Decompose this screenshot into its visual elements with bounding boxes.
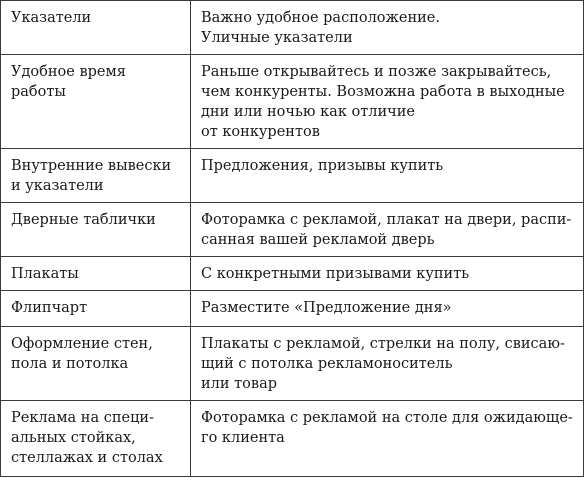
cell-text: Плакаты с рекламой, стрелки на полу, свисаю- [201,336,565,352]
row-label-cell [1,291,191,327]
row-description-cell [191,257,584,291]
cell-text: Флипчарт [11,300,88,316]
cell-text: Важно удобное расположение. [201,10,440,26]
cell-text: Дверные таблички [11,212,156,228]
cell-text: Фоторамка с рекламой на столе для ожидающе- [201,410,573,426]
row-description-cell [191,401,584,477]
table-row [1,257,584,291]
cell-text: Фоторамка с рекламой, плакат на двери, распи- [201,212,572,228]
cell-text: дни или ночью как отличие [201,104,415,120]
row-label-cell [1,401,191,477]
row-label-cell [1,257,191,291]
cell-text: Реклама на специ- [11,410,154,426]
table-row [1,203,584,257]
cell-text: С конкретными призывами купить [201,266,470,282]
cell-text: альных стойках, [11,430,136,446]
row-description-cell [191,327,584,401]
table-row [1,1,584,55]
row-label-cell [1,327,191,401]
cell-text: стеллажах и столах [11,450,163,466]
cell-text: Раньше открывайтесь и позже закрывайтесь, [201,64,552,80]
row-label-cell [1,149,191,203]
cell-text: от конкурентов [201,124,320,140]
cell-text: и указатели [11,178,104,194]
cell-text: пола и потолка [11,356,129,372]
row-description-cell [191,55,584,149]
cell-text: санная вашей рекламой дверь [201,232,435,248]
cell-text: щий с потолка рекламоноситель [201,356,453,372]
cell-text: работы [11,84,66,100]
row-label-cell [1,55,191,149]
cell-text: Плакаты [11,266,79,282]
cell-text: Внутренние вывески [11,158,172,174]
cell-text: Оформление стен, [11,336,153,352]
table-row [1,149,584,203]
cell-text: Разместите «Предложение дня» [201,300,452,316]
row-description-cell [191,1,584,55]
row-description-cell [191,149,584,203]
row-description-cell [191,203,584,257]
table-row [1,401,584,477]
table-row [1,327,584,401]
table-row [1,291,584,327]
cell-text: го клиента [201,430,285,446]
cell-text: Уличные указатели [201,30,353,46]
table-row [1,55,584,149]
row-description-cell [191,291,584,327]
cell-text: Предложения, призывы купить [201,158,444,174]
row-label-cell [1,1,191,55]
cell-text: или товар [201,376,277,392]
row-label-cell [1,203,191,257]
cell-text: чем конкуренты. Возможна работа в выходные [201,84,565,100]
cell-text: Указатели [11,10,92,26]
cell-text: Удобное время [11,64,126,80]
